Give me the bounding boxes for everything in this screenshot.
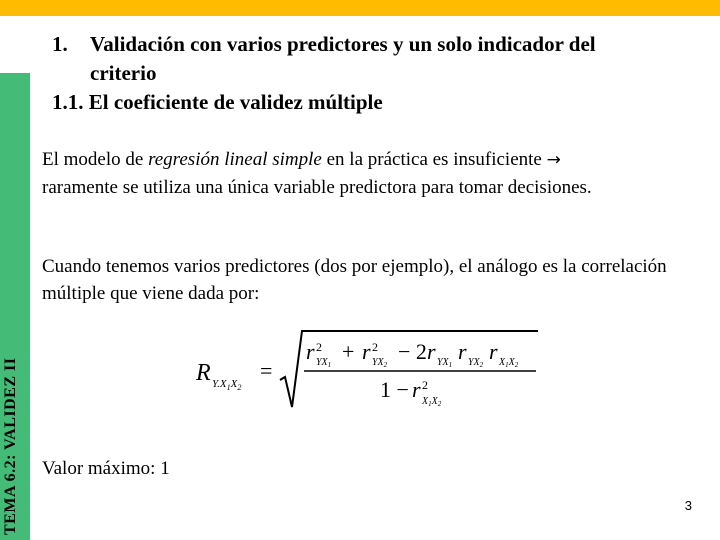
svg-text:YX2: $YX_2$ — [468, 357, 484, 369]
para1-suffix: en la práctica es insuficiente — [321, 149, 547, 170]
svg-text:X1X2: $X_1X_2$ — [499, 357, 519, 369]
formula-lhs: R — [196, 360, 211, 386]
paragraph-simple-regression — [42, 146, 702, 201]
svg-text:1 −: 1 − — [380, 377, 409, 402]
arrow-right-icon: → — [546, 150, 561, 170]
title-number: 1. — [52, 32, 68, 56]
svg-text:− 2: − 2 — [398, 339, 427, 364]
svg-text:X1X2: $X_1X_2$ — [422, 396, 442, 408]
svg-text:+: + — [342, 339, 355, 364]
svg-text:2: 2 — [316, 340, 322, 354]
max-value-note: Valor máximo: 1 — [42, 458, 170, 479]
formula-lhs-subscript: $Y.X_1X_2$ — [212, 378, 242, 392]
title-line-1 — [52, 30, 702, 59]
svg-text:2: 2 — [372, 340, 378, 354]
svg-text:r: r — [412, 377, 421, 402]
page-number: 3 — [684, 498, 692, 513]
title-line-1-text: Validación con varios predictores y un solo indicador del — [90, 32, 596, 56]
formula-numerator — [306, 339, 519, 369]
svg-text:r: r — [306, 339, 315, 364]
title-line-3: 1.1. El coeficiente de validez múltiple — [52, 90, 383, 114]
formula-denominator — [380, 377, 442, 408]
svg-text:r: r — [458, 339, 467, 364]
svg-text:YX1: $YX_1$ — [316, 357, 332, 369]
svg-text:YX2: $YX_2$ — [372, 357, 388, 369]
svg-text:YX1: $YX_1$ — [437, 357, 453, 369]
svg-text:2: 2 — [422, 378, 428, 392]
paragraph-multiple-correlation: Cuando tenemos varios predictores (dos por ejemplo), el análogo es la correlación múltiple que viene dada por: — [42, 256, 667, 304]
svg-text:r: r — [489, 339, 498, 364]
sidebar-label: TEMA 6.2: VALIDEZ II — [2, 357, 19, 535]
para1-prefix: El modelo de — [42, 149, 149, 170]
para1-italic: regresión lineal simple — [148, 149, 322, 170]
slide-title — [52, 30, 702, 117]
multiple-correlation-formula — [190, 325, 550, 415]
svg-text:r: r — [427, 339, 436, 364]
svg-text:r: r — [362, 339, 371, 364]
formula-equals: = — [260, 358, 273, 383]
top-accent-bar — [0, 0, 720, 16]
title-line-2: criterio — [90, 61, 157, 85]
para1-line2: raramente se utiliza una única variable predictora para tomar decisiones. — [42, 177, 592, 198]
